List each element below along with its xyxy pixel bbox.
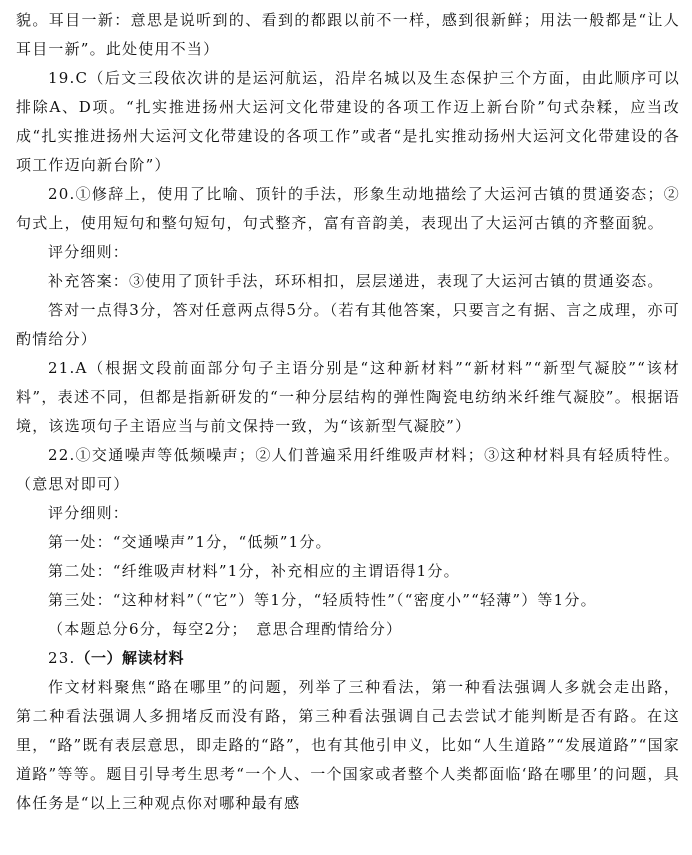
answer-20-scoring: 答对一点得3分，答对任意两点得5分。（若有其他答案，只要言之有据、言之成理，亦可酌情给分）	[16, 301, 680, 348]
answer-21: 21.A（根据文段前面部分句子主语分别是“这种新材料”“新材料”“新型气凝胶”“该材料”，表述不同，但都是指新研发的“一种分层结构的弹性陶瓷电纺纳米纤维气凝胶”。根据语境，该选项句子主语应当与前文保持一致，为“该新型气凝胶”）	[16, 359, 680, 435]
answer-20: 20.①修辞上，使用了比喻、顶针的手法，形象生动地描绘了大运河古镇的贯通姿态；②句式上，使用短句和整句短句，句式整齐，富有音韵美，表现出了大运河古镇的齐整面貌。	[16, 185, 680, 232]
answer-22-point-3: 第三处：“这种材料”（“它”）等1分，“轻质特性”（“密度小”“轻薄”）等1分。	[48, 591, 597, 609]
answer-22-total: （本题总分6分，每空2分； 意思合理酌情给分）	[48, 620, 403, 638]
answer-23-body: 作文材料聚焦“路在哪里”的问题，列举了三种看法，第一种看法强调人多就会走出路，第二种看法强调人多拥堵反而没有路，第三种看法强调自己去尝试才能判断是否有路。在这里，“路”既有表层意思，即走路的“路”，也有其他引申义，比如“人生道路”“发展道路”“国家道路”等等。题目引导考生思考“一个人、一个国家或者整个人类都面临‘路在哪里’的问题，具体任务是“以上三种观点你对哪种最有感	[16, 678, 680, 812]
answer-23-heading: （一）解读材料	[75, 649, 184, 667]
answer-19: 19.C（后文三段依次讲的是运河航运，沿岸名城以及生态保护三个方面，由此顺序可以排除A、D项。“扎实推进扬州大运河文化带建设的各项工作迈上新台阶”句式杂糅，应当改成“扎实推进扬州大运河文化带建设的各项工作”或者“是扎实推动扬州大运河文化带建设的各项工作迈向新台阶”）	[16, 69, 680, 174]
answer-22-point-2: 第二处：“纤维吸声材料”1分，补充相应的主谓语得1分。	[48, 562, 460, 580]
answer-23-heading-line	[16, 644, 680, 673]
answer-20-supplement: 补充答案：③使用了顶针手法，环环相扣，层层递进，表现了大运河古镇的贯通姿态。	[48, 272, 664, 290]
answer-22-rubric-title: 评分细则：	[48, 504, 130, 522]
answer-20-rubric-title: 评分细则：	[48, 243, 130, 261]
paragraph-idiom-explanation: 貌。耳目一新：意思是说听到的、看到的都跟以前不一样，感到很新鲜；用法一般都是“让人耳目一新”。此处使用不当）	[16, 11, 680, 58]
answer-22-point-1: 第一处：“交通噪声”1分，“低频”1分。	[48, 533, 332, 551]
answer-23-number: 23.	[48, 649, 76, 667]
answer-22: 22.①交通噪声等低频噪声；②人们普遍采用纤维吸声材料；③这种材料具有轻质特性。（意思对即可）	[16, 446, 680, 493]
